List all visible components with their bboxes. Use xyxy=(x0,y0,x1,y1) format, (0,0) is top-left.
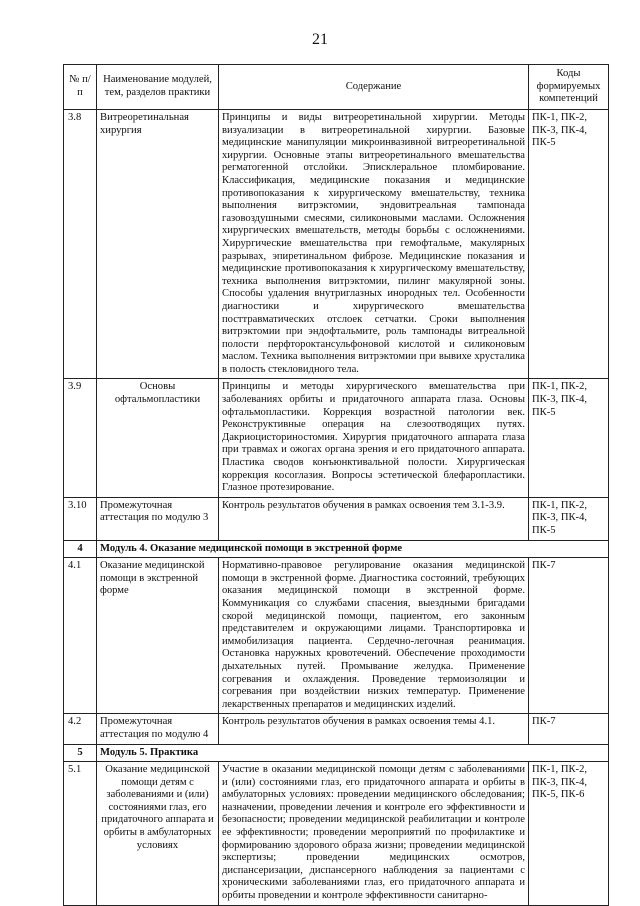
row-name: Оказание медицинской помощи детям с заболеваниями и (или) состояниями глаз, его придаточного аппарата и орбиты в амбулаторных условиях xyxy=(97,762,219,906)
row-codes: ПК-1, ПК-2, ПК-3, ПК-4, ПК-5, ПК-6 xyxy=(529,762,609,906)
row-codes: ПК-7 xyxy=(529,558,609,714)
row-content: Контроль результатов обучения в рамках освоения тем 3.1-3.9. xyxy=(219,497,529,540)
row-name: Промежуточная аттестация по модулю 4 xyxy=(97,714,219,744)
row-name: Оказание медицинской помощи в экстренной форме xyxy=(97,558,219,714)
module-title: Модуль 4. Оказание медицинской помощи в экстренной форме xyxy=(97,540,609,558)
header-num: № п/п xyxy=(64,65,97,110)
curriculum-table xyxy=(63,64,609,906)
row-content: Принципы и методы хирургического вмешательства при заболеваниях орбиты и придаточного аппарата глаза. Основы офтальмопластики. Коррекция возрастной патологии век. Реконструктивные операция на слезоотводящих путях. Дакриоцисториностомия. Хирургия придаточного аппарата глаза при травмах и ожогах органа зрения и его придаточного аппарата. Пластика сводов конъюнктивальной полости. Хирургическая коррекция косоглазия. Вопросы эстетической блефаропластики. Глазное протезирование. xyxy=(219,379,529,497)
row-codes: ПК-7 xyxy=(529,714,609,744)
table-row xyxy=(64,714,609,744)
row-name: Основы офтальмопластики xyxy=(97,379,219,497)
row-num: 3.9 xyxy=(64,379,97,497)
table-header-row xyxy=(64,65,609,110)
row-num: 3.10 xyxy=(64,497,97,540)
row-content: Контроль результатов обучения в рамках освоения темы 4.1. xyxy=(219,714,529,744)
row-content: Участие в оказании медицинской помощи детям с заболеваниями и (или) состояниями глаз, его придаточного аппарата и орбиты в амбулаторных условиях: проведении медицинского обследования; назначении, проведении лечения и контроле его эффективности и безопасности; проведении медицинской реабилитации и контроле ее эффективности; проведении мероприятий по профилактике и формированию здорового образа жизни; проведении медицинской экспертизы; проведении медицинских осмотров, диспансеризации, диспансерного наблюдения за пациентами с хроническими заболеваниями глаз, его придаточного аппарата и орбиты проведении и контроле эффективности санитарно- xyxy=(219,762,529,906)
header-name: Наименование модулей, тем, разделов практики xyxy=(97,65,219,110)
row-name: Витреоретинальная хирургия xyxy=(97,110,219,379)
row-content: Принципы и виды витреоретинальной хирургии. Методы визуализации в витреоретинальной хирургии. Базовые медицинские манипуляции микроинвазивной витреоретинальной хирургии. Основные этапы витреоретинального вмешательства регматогенной отслойки. Эписклеральное пломбирование. Классификация, медицинские показания и медицинские противопоказания к хирургическому вмешательству, техника выполнения витрэктомии, эндовитреальная тампонада газовоздушными смесями, силиконовыми маслами. Осложнения хирургических вмешательств, методы борьбы с осложнениями. Хирургические вмешательства при гемофтальме, макулярных разрывах, эпиретинальном фиброзе. Медицинские показания и медицинские противопоказания к хирургическому вмешательству, техника выполнения витрэктомии, пилинг макулярной зоны. Способы удаления внутриглазных инородных тел. Особенности диагностики и хирургического вмешательства посттравматических отслоек сетчатки. Сроки выполнения витрэктомии при эндофтальмите, роль тампонады витреальной полости перфтороктансульфоновой кислотой и силиконовым маслом. Техника выполнения витрэктомии при вывихе хрусталика в полость стекловидного тела. xyxy=(219,110,529,379)
row-codes: ПК-1, ПК-2, ПК-3, ПК-4, ПК-5 xyxy=(529,379,609,497)
table-row xyxy=(64,497,609,540)
table-row xyxy=(64,379,609,497)
module-row xyxy=(64,744,609,762)
row-name: Промежуточная аттестация по модулю 3 xyxy=(97,497,219,540)
row-codes: ПК-1, ПК-2, ПК-3, ПК-4, ПК-5 xyxy=(529,497,609,540)
module-title: Модуль 5. Практика xyxy=(97,744,609,762)
row-content: Нормативно-правовое регулирование оказания медицинской помощи в экстренной форме. Диагностика состояний, требующих оказания медицинской помощи в экстренной форме. Коммуникация со службами спасения, выездными бригадами скорой медицинской помощи, пациентом, его законным представителем и окружающими лицами. Транспортировка и иммобилизация пациента. Сердечно-легочная реанимация. Остановка наружных кровотечений. Обеспечение проходимости дыхательных путей. Промывание желудка. Применение согревания и охлаждения. Проведение термоизоляции и согревания при воздействии низких температур. Применение лекарственных препаратов и медицинских изделий. xyxy=(219,558,529,714)
table-row xyxy=(64,110,609,379)
header-content: Содержание xyxy=(219,65,529,110)
row-num: 3.8 xyxy=(64,110,97,379)
table-row xyxy=(64,558,609,714)
table-row xyxy=(64,762,609,906)
module-num: 5 xyxy=(64,744,97,762)
row-num: 4.2 xyxy=(64,714,97,744)
module-row xyxy=(64,540,609,558)
module-num: 4 xyxy=(64,540,97,558)
row-num: 5.1 xyxy=(64,762,97,906)
header-codes: Коды формируемых компетенций xyxy=(529,65,609,110)
row-num: 4.1 xyxy=(64,558,97,714)
page-number: 21 xyxy=(312,31,328,48)
row-codes: ПК-1, ПК-2, ПК-3, ПК-4, ПК-5 xyxy=(529,110,609,379)
